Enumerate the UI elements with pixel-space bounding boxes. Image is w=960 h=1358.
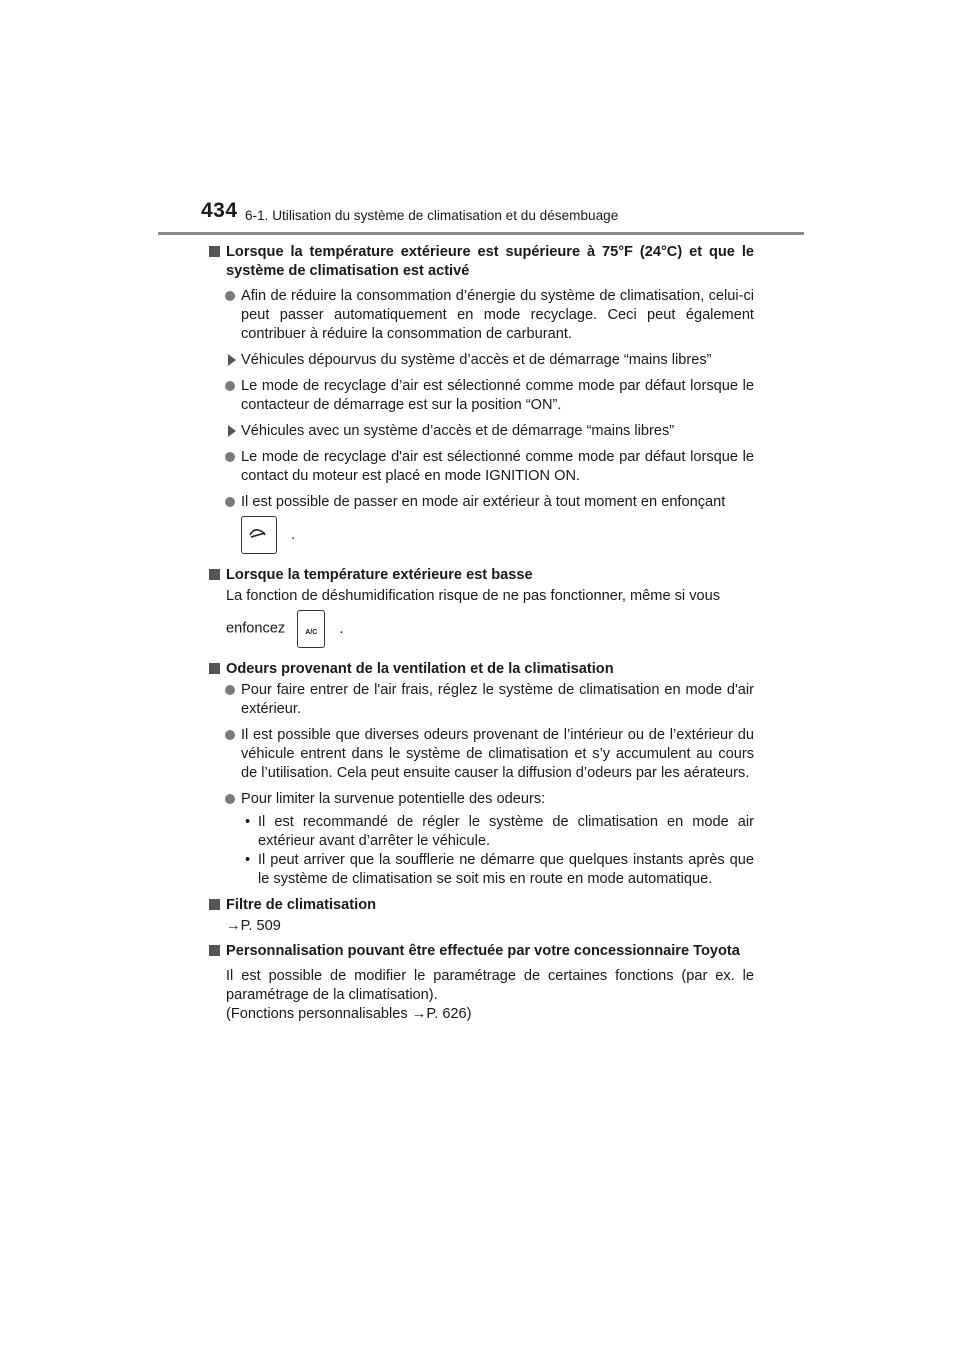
bullet-item — [209, 377, 754, 415]
triangle-marker-icon — [228, 425, 236, 437]
page-content — [209, 243, 754, 1030]
page-number: 434 — [201, 199, 238, 222]
sub-bullet-mark: • — [245, 814, 251, 830]
round-bullet-icon — [225, 452, 235, 462]
button-illustration-row — [209, 516, 754, 556]
bullet-text: Afin de réduire la consommation d’énergie du système de climatisation, celui-ci peut passer automatiquement en mode recyclage. Ceci peut également contribuer à réduire la consommation de carburant. — [241, 288, 754, 342]
section-paragraph: (Fonctions personnalisables →P. 626) — [226, 1006, 472, 1022]
square-bullet-icon — [209, 569, 220, 580]
condition-text: Véhicules dépourvus du système d’accès et de démarrage “mains libres” — [241, 352, 712, 368]
bullet-text: Le mode de recyclage d'air est sélectionné comme mode par défaut lorsque le contact du moteur est placé en mode IGNITION ON. — [241, 449, 754, 484]
outside-air-button-icon — [241, 516, 277, 554]
bullet-item — [209, 681, 754, 719]
sub-item — [209, 813, 754, 851]
bullet-text: Le mode de recyclage d’air est sélectionné comme mode par défaut lorsque le contacteur de démarrage est sur la position “ON”. — [241, 378, 754, 413]
square-bullet-icon — [209, 663, 220, 674]
sub-item-text: Il est recommandé de régler le système de climatisation en mode air extérieur avant d’arrêter le véhicule. — [258, 814, 754, 849]
triangle-marker-icon — [228, 354, 236, 366]
bullet-item — [209, 287, 754, 344]
chapter-title: 6-1. Utilisation du système de climatisation et du désembuage — [245, 208, 619, 223]
section-paragraph: La fonction de déshumidification risque de ne pas fonctionner, même si vous — [226, 588, 721, 604]
sub-bullet-mark: • — [245, 852, 251, 868]
section-title: Lorsque la température extérieure est supérieure à 75°F (24°C) et que le système de climatisation est activé — [226, 244, 754, 279]
round-bullet-icon — [225, 291, 235, 301]
bullet-item — [209, 726, 754, 783]
bullet-text: Il est possible que diverses odeurs provenant de l’intérieur ou de l’extérieur du véhicule entrent dans le système de climatisation et s’y accumulent au cours de l’utilisation. Cela peut ensuite causer la diffusion d’odeurs par les aérateurs. — [241, 727, 754, 781]
ac-button-icon — [297, 610, 325, 648]
bullet-item — [209, 493, 754, 512]
sentence-period: . — [339, 620, 344, 637]
section-title: Personnalisation pouvant être effectuée par votre concessionnaire Toyota — [226, 943, 740, 959]
square-bullet-icon — [209, 899, 220, 910]
section-title: Lorsque la température extérieure est basse — [226, 567, 533, 583]
inline-text: enfoncez — [226, 620, 286, 637]
sentence-period: . — [291, 526, 296, 543]
round-bullet-icon — [225, 730, 235, 740]
page-reference-link[interactable]: →P. 509 — [226, 918, 281, 934]
square-bullet-icon — [209, 246, 220, 257]
section-heading — [209, 660, 754, 679]
section-heading — [209, 566, 754, 585]
section-title: Filtre de climatisation — [226, 897, 377, 913]
bullet-text: Il est possible de passer en mode air extérieur à tout moment en enfonçant — [241, 494, 726, 510]
condition-item — [209, 422, 754, 441]
round-bullet-icon — [225, 497, 235, 507]
bullet-item — [209, 448, 754, 486]
sub-item — [209, 851, 754, 889]
section-heading — [209, 942, 754, 961]
button-illustration-row — [209, 610, 754, 650]
bullet-item — [209, 790, 754, 809]
round-bullet-icon — [225, 381, 235, 391]
condition-text: Véhicules avec un système d’accès et de démarrage “mains libres” — [241, 423, 675, 439]
sub-item-text: Il peut arriver que la soufflerie ne démarre que quelques instants après que le système de climatisation se soit mis en route en mode automatique. — [258, 852, 754, 887]
section-heading — [209, 896, 754, 915]
round-bullet-icon — [225, 794, 235, 804]
section-paragraph: Il est possible de modifier le paramétrage de certaines fonctions (par ex. le paramétrage de la climatisation). — [226, 968, 754, 1003]
header-rule — [158, 232, 804, 235]
bullet-text: Pour limiter la survenue potentielle des odeurs: — [241, 791, 546, 807]
square-bullet-icon — [209, 945, 220, 956]
round-bullet-icon — [225, 685, 235, 695]
ac-label: A/C — [305, 629, 318, 636]
section-heading — [209, 243, 754, 281]
section-title: Odeurs provenant de la ventilation et de la climatisation — [226, 661, 614, 677]
bullet-text: Pour faire entrer de l'air frais, réglez le système de climatisation en mode d'air extérieur. — [241, 682, 754, 717]
condition-item — [209, 351, 754, 370]
